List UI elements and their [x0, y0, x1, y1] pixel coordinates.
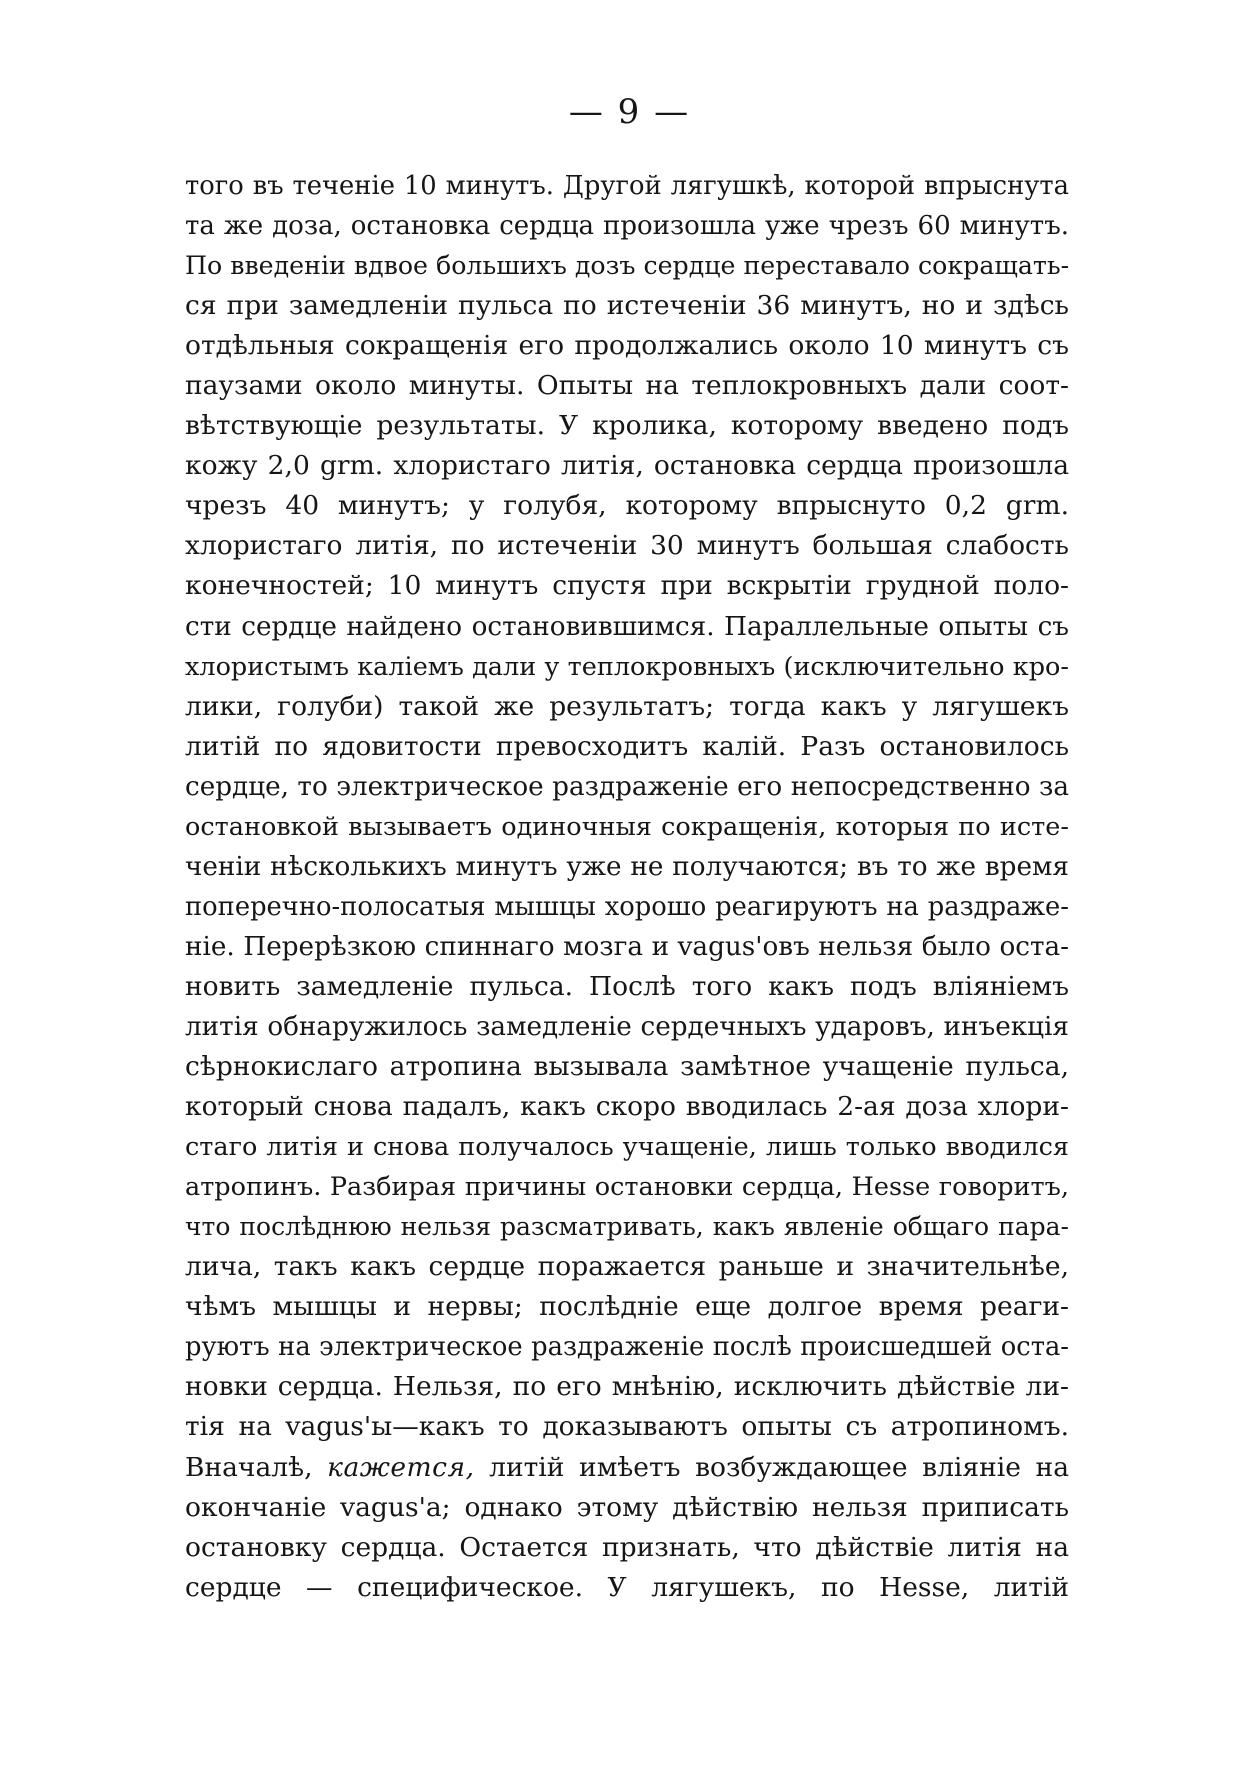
text-line-20: ніе. Перерѣзкою спиннаго мозга и vagus'овъ нельзя было оста- — [185, 931, 1069, 962]
page-number: — 9 — — [568, 92, 691, 132]
text-line-24: который снова падалъ, какъ скоро вводилась 2-ая доза хлори- — [185, 1091, 1069, 1123]
text-line-7: вѣтствующіе результаты. У кролика, которому введено подъ — [185, 410, 1069, 442]
text-line-14: лики, голуби) такой же результатъ; тогда какъ у лягушекъ — [185, 690, 1069, 722]
text-line-28: лича, такъ какъ сердце поражается раньше и значительнѣе, — [185, 1251, 1069, 1283]
text-line-30: руютъ на электрическое раздраженіе послѣ происшедшей оста- — [185, 1332, 1069, 1363]
text-line-17: остановкой вызываетъ одиночныя сокращенія, которыя по исте- — [185, 811, 1069, 842]
body-text — [185, 166, 1069, 1608]
text-line-29: чѣмъ мышцы и нервы; послѣдніе еще долгое время реаги- — [185, 1291, 1069, 1323]
text-line-22: литія обнаружилось замедленіе сердечныхъ ударовъ, инъекція — [185, 1011, 1069, 1042]
text-line-33-end: литій имѣетъ возбуждающее вліяніе на — [489, 1451, 1069, 1483]
text-line-9: чрезъ 40 минутъ; у голубя, которому впрыснуто 0,2 grm. — [185, 490, 1069, 522]
text-line-13: хлористымъ каліемъ дали у теплокровныхъ (исключительно кро- — [185, 651, 1069, 682]
text-line-27: что послѣднюю нельзя разсматривать, какъ явленіе общаго пара- — [185, 1212, 1069, 1242]
text-line-32: тія на vagus'ы—какъ то доказываютъ опыты съ атропиномъ. — [185, 1411, 1069, 1443]
text-line-35: остановку сердца. Остается признать, что дѣйствіе литія на — [185, 1531, 1069, 1563]
text-line-8: кожу 2,0 grm. хлористаго литія, остановка сердца произошла — [185, 450, 1069, 482]
text-line-23: сѣрнокислаго атропина вызывала замѣтное учащеніе пульса, — [185, 1051, 1069, 1083]
italic-emphasis: кажется, — [327, 1451, 475, 1483]
text-line-18: ченіи нѣсколькихъ минутъ уже не получаются; въ то же время — [185, 851, 1069, 882]
text-line-33 — [185, 1448, 1069, 1488]
text-line-16: сердце, то электрическое раздраженіе его непосредственно за — [185, 771, 1069, 802]
text-line-34: окончаніе vagus'a; однако этому дѣйствію нельзя приписать — [185, 1491, 1069, 1523]
text-line-5: отдѣльныя сокращенія его продолжались около 10 минутъ съ — [185, 330, 1069, 362]
text-line-33-start: Вначалѣ, — [185, 1451, 313, 1483]
text-line-11: конечностей; 10 минутъ спустя при вскрытіи грудной поло- — [185, 570, 1069, 602]
text-line-15: литій по ядовитости превосходитъ калій. Разъ остановилось — [185, 730, 1069, 762]
text-line-4: ся при замедленіи пульса по истеченіи 36 минутъ, но и здѣсь — [185, 290, 1069, 322]
text-line-21: новить замедленіе пульса. Послѣ того какъ подъ вліяніемъ — [185, 970, 1069, 1002]
text-line-3: По введеніи вдвое большихъ дозъ сердце переставало сокращать- — [185, 251, 1069, 281]
text-line-1: того въ теченіе 10 минутъ. Другой лягушкѣ, которой впрыснута — [185, 171, 1069, 201]
text-line-36: сердце — специфическое. У лягушекъ, по Hesse, литій — [185, 1571, 1069, 1603]
text-line-10: хлористаго литія, по истеченіи 30 минутъ большая слабость — [185, 530, 1069, 562]
text-line-26: атропинъ. Разбирая причины остановки сердца, Hesse говоритъ, — [185, 1172, 1069, 1203]
text-line-31: новки сердца. Нельзя, по его мнѣнію, исключить дѣйствіе ли- — [185, 1371, 1069, 1403]
text-line-2: та же доза, остановка сердца произошла уже чрезъ 60 минутъ. — [185, 211, 1069, 242]
text-line-6: паузами около минуты. Опыты на теплокровныхъ дали соот- — [185, 370, 1069, 402]
text-line-25: стаго литія и снова получалось учащеніе, лишь только вводился — [185, 1132, 1069, 1163]
text-line-12: сти сердце найдено остановившимся. Параллельные опыты съ — [185, 611, 1069, 642]
text-line-19: поперечно-полосатыя мышцы хорошо реагируютъ на раздраже- — [185, 891, 1069, 922]
